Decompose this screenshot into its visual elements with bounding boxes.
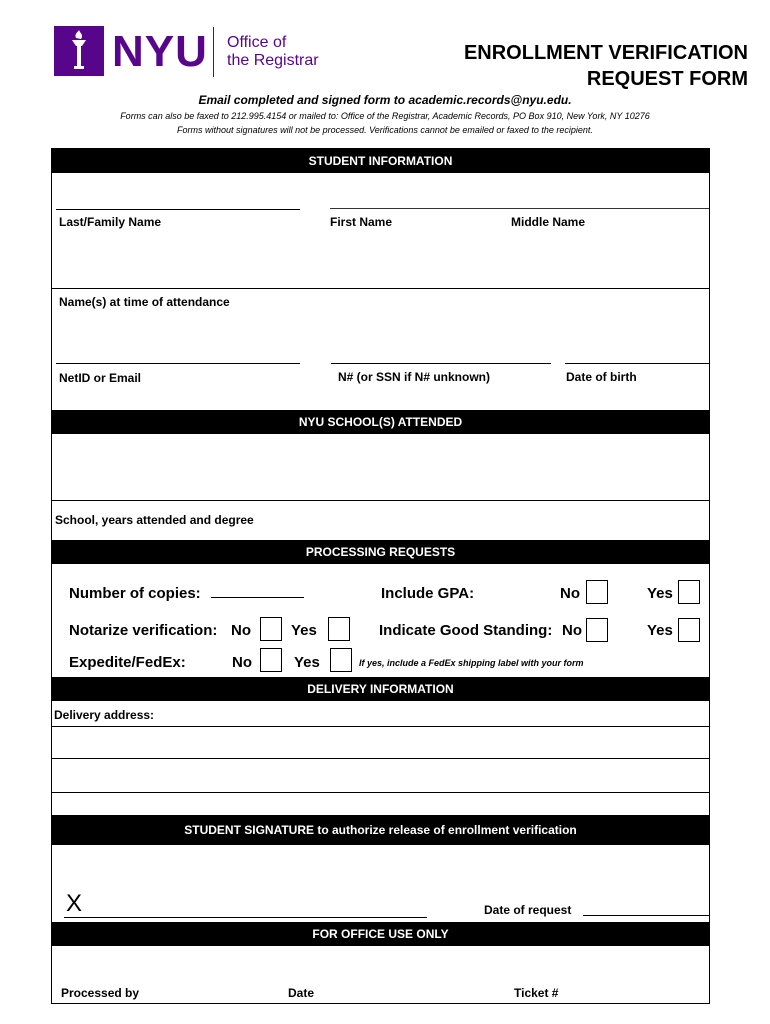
good-standing-yes-label: Yes bbox=[647, 622, 673, 639]
notarize-no-checkbox[interactable] bbox=[260, 617, 282, 641]
good-standing-label: Indicate Good Standing: bbox=[379, 622, 553, 639]
divider bbox=[52, 500, 709, 501]
processing-header: PROCESSING REQUESTS bbox=[52, 540, 709, 564]
office-line1: Office of bbox=[227, 34, 287, 51]
date-of-request-label: Date of request bbox=[484, 903, 572, 917]
notarize-yes-label: Yes bbox=[291, 622, 317, 639]
school-label: School, years attended and degree bbox=[55, 513, 254, 527]
signature-line[interactable] bbox=[64, 917, 427, 918]
delivery-address-label: Delivery address: bbox=[54, 708, 155, 722]
signature-x-mark: X bbox=[66, 890, 83, 917]
expedite-yes-label: Yes bbox=[294, 654, 320, 671]
fedex-note: If yes, include a FedEx shipping label with your form bbox=[359, 658, 584, 668]
middle-name-label: Middle Name bbox=[511, 215, 586, 229]
include-gpa-label: Include GPA: bbox=[381, 585, 475, 602]
ticket-label: Ticket # bbox=[514, 986, 559, 1000]
office-line2: the Registrar bbox=[227, 52, 319, 69]
first-middle-name-line[interactable] bbox=[330, 208, 709, 209]
schools-header: NYU SCHOOL(S) ATTENDED bbox=[52, 410, 709, 434]
address-line-3[interactable] bbox=[52, 792, 709, 793]
notarize-yes-checkbox[interactable] bbox=[328, 617, 350, 641]
expedite-no-checkbox[interactable] bbox=[260, 648, 282, 672]
notarize-no-label: No bbox=[231, 622, 251, 639]
address-line-2[interactable] bbox=[52, 758, 709, 759]
nyu-torch-logo bbox=[54, 26, 104, 76]
office-date-label: Date bbox=[288, 986, 315, 1000]
copies-label: Number of copies: bbox=[69, 585, 201, 602]
logo-divider bbox=[213, 27, 214, 77]
good-standing-no-label: No bbox=[562, 622, 582, 639]
torch-icon bbox=[54, 26, 104, 76]
title-line1: ENROLLMENT VERIFICATION bbox=[463, 42, 748, 64]
signature-header: STUDENT SIGNATURE to authorize release of enrollment verification bbox=[52, 815, 709, 845]
fax-instruction: Forms can also be faxed to 212.995.4154 or mailed to: Office of the Registrar, Academic Records, PO Box 910, New York, NY 10276 bbox=[120, 111, 650, 121]
netid-line[interactable] bbox=[56, 363, 300, 364]
title-line2: REQUEST FORM bbox=[586, 68, 748, 90]
nnumber-label: N# (or SSN if N# unknown) bbox=[338, 370, 491, 384]
nyu-wordmark: NYU bbox=[112, 27, 208, 76]
gpa-no-checkbox[interactable] bbox=[586, 580, 608, 604]
processed-by-label: Processed by bbox=[61, 986, 140, 1000]
first-name-label: First Name bbox=[330, 215, 393, 229]
copies-input-line[interactable] bbox=[211, 597, 304, 598]
signature-instruction: Forms without signatures will not be processed. Verifications cannot be emailed or faxed to the recipient. bbox=[177, 125, 593, 135]
form-frame bbox=[51, 148, 710, 1004]
email-instruction: Email completed and signed form to academic.records@nyu.edu. bbox=[198, 93, 572, 107]
nnumber-line[interactable] bbox=[331, 363, 551, 364]
address-line-1[interactable] bbox=[52, 726, 709, 727]
gpa-yes-checkbox[interactable] bbox=[678, 580, 700, 604]
page-title bbox=[464, 40, 748, 92]
gpa-yes-label: Yes bbox=[647, 585, 673, 602]
student-info-header: STUDENT INFORMATION bbox=[52, 149, 709, 173]
netid-label: NetID or Email bbox=[59, 371, 142, 385]
last-name-label: Last/Family Name bbox=[59, 215, 162, 229]
office-use-header: FOR OFFICE USE ONLY bbox=[52, 922, 709, 946]
expedite-label: Expedite/FedEx: bbox=[69, 654, 186, 671]
divider bbox=[52, 288, 709, 289]
last-name-line[interactable] bbox=[56, 209, 300, 210]
expedite-no-label: No bbox=[232, 654, 252, 671]
notarize-label: Notarize verification: bbox=[69, 622, 218, 639]
date-of-request-line[interactable] bbox=[583, 915, 709, 916]
office-name bbox=[227, 34, 319, 70]
gpa-no-label: No bbox=[560, 585, 580, 602]
expedite-yes-checkbox[interactable] bbox=[330, 648, 352, 672]
dob-label: Date of birth bbox=[566, 370, 637, 384]
good-standing-yes-checkbox[interactable] bbox=[678, 618, 700, 642]
dob-line[interactable] bbox=[565, 363, 709, 364]
good-standing-no-checkbox[interactable] bbox=[586, 618, 608, 642]
names-at-attendance-label: Name(s) at time of attendance bbox=[59, 295, 230, 309]
delivery-header: DELIVERY INFORMATION bbox=[52, 677, 709, 701]
